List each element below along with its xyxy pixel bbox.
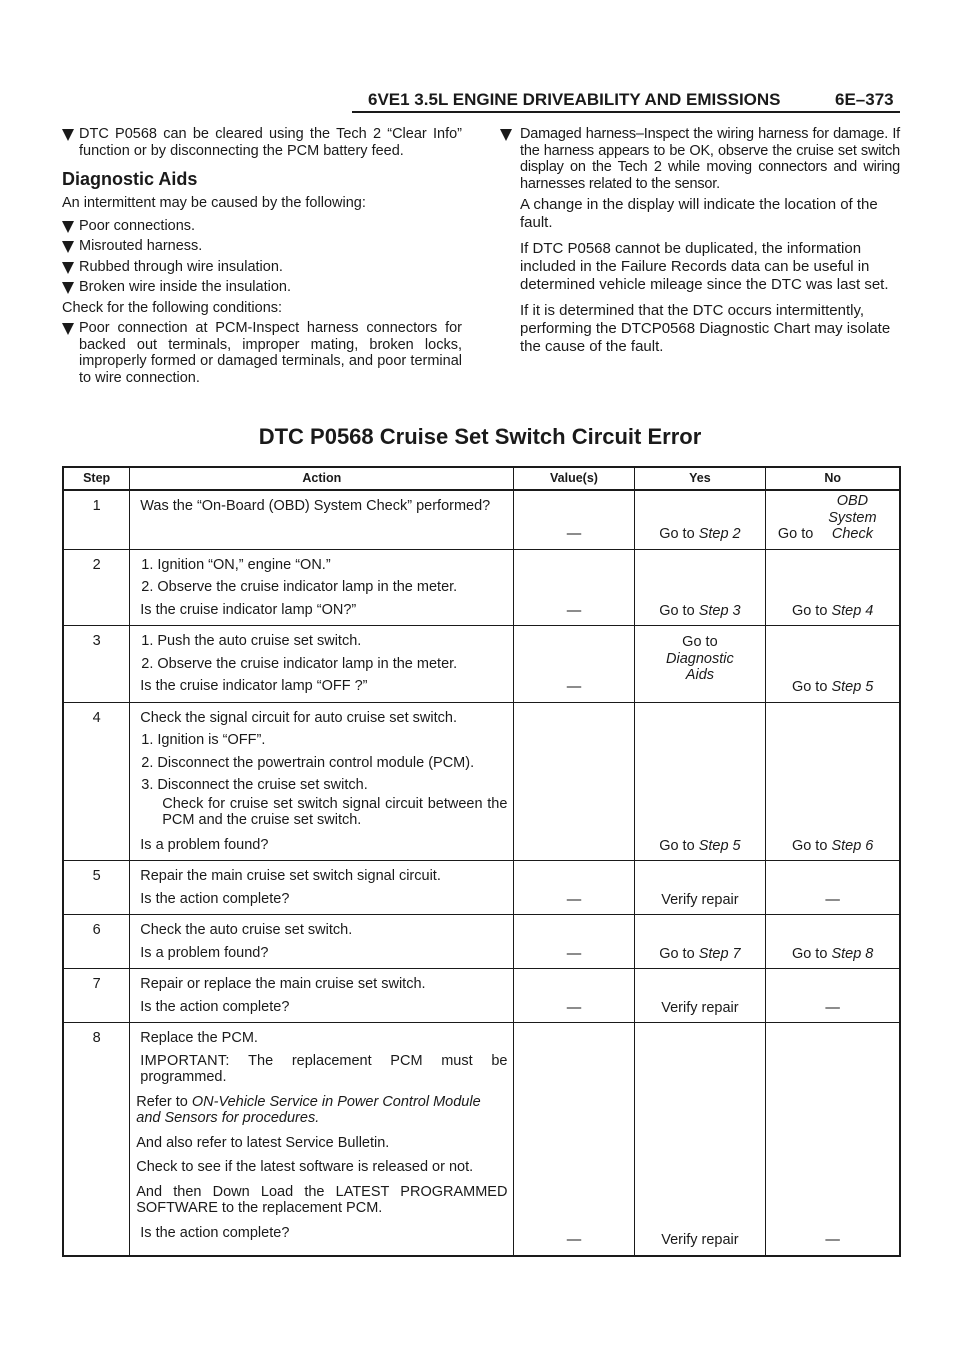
- bullet-text: Damaged harness–Inspect the wiring harness for damage. If the harness appears to be OK, observe the cruise set switch display on the Tech 2 while moving connectors and wiring harnesses related to the sensor.: [520, 126, 900, 192]
- no-cell: [766, 626, 900, 703]
- action-cell: [130, 969, 514, 1023]
- action-line: And then Down Load the LATEST PROGRAMMED SOFTWARE to the replacement PCM.: [136, 1183, 508, 1216]
- yes-cell: [634, 626, 766, 703]
- action-line: Replace the PCM.: [140, 1030, 258, 1046]
- header-no: No: [766, 467, 900, 490]
- paragraph-display-change: A change in the display will indicate the location of the fault.: [520, 196, 878, 231]
- action-line: Check to see if the latest software is released or not.: [136, 1159, 474, 1175]
- no-link[interactable]: Step 5: [831, 679, 874, 695]
- value-cell: —: [514, 1023, 634, 1256]
- no-prefix: Go to: [791, 679, 832, 695]
- yes-cell: [634, 702, 766, 861]
- header-yes: Yes: [634, 467, 766, 490]
- table-row: [63, 626, 900, 703]
- refer-line: [136, 1094, 507, 1127]
- aids-intro: An intermittent may be caused by the following:: [62, 195, 366, 211]
- action-line: Repair or replace the main cruise set switch.: [140, 976, 426, 992]
- yes-cell: Verify repair: [634, 861, 766, 915]
- yes-link[interactable]: Diagnostic Aids: [666, 650, 734, 683]
- paragraph-failure-records: If DTC P0568 cannot be duplicated, the information included in the Failure Records data can be useful in determined vehicle mileage since the DTC was last set.: [520, 240, 889, 293]
- action-line: Is a problem found?: [140, 836, 269, 853]
- bullet-triangle-icon: [62, 241, 74, 253]
- bullet-clear-info: [62, 126, 462, 159]
- value-cell: —: [514, 969, 634, 1023]
- action-line: Is the action complete?: [140, 998, 290, 1015]
- no-cell: [766, 915, 900, 969]
- bullet-triangle-icon: [500, 129, 512, 141]
- value-cell: —: [514, 626, 634, 703]
- no-cell: [766, 549, 900, 626]
- table-row: [63, 1023, 900, 1256]
- cause-text: Poor connections.: [79, 217, 196, 234]
- action-line: And also refer to latest Service Bulletin.: [136, 1134, 390, 1151]
- action-line: 2. Observe the cruise indicator lamp in the meter.: [141, 655, 458, 672]
- no-cell: [766, 702, 900, 861]
- no-link[interactable]: Step 4: [831, 602, 874, 619]
- action-cell: [130, 549, 514, 626]
- action-cell: [130, 861, 514, 915]
- cause-item: [62, 279, 462, 296]
- action-line: Check for cruise set switch signal circuit between the PCM and the cruise set switch.: [162, 795, 508, 828]
- step-number: 3: [63, 626, 130, 703]
- table-row: [63, 915, 900, 969]
- table-row: [63, 702, 900, 861]
- check-intro: Check for the following conditions:: [62, 299, 283, 316]
- no-link[interactable]: OBD System Check: [828, 493, 877, 542]
- no-link[interactable]: Step 8: [831, 945, 874, 962]
- action-cell: [130, 915, 514, 969]
- no-prefix: Go to: [777, 526, 818, 542]
- step-number: 7: [63, 969, 130, 1023]
- action-line: 2. Observe the cruise indicator lamp in the meter.: [141, 579, 458, 595]
- action-cell: [130, 490, 514, 549]
- important-note: [136, 1053, 507, 1086]
- action-line: Is the action complete?: [140, 890, 290, 907]
- running-header-title: 6VE1 3.5L ENGINE DRIVEABILITY AND EMISSIONS: [368, 90, 781, 109]
- right-column: [500, 126, 900, 364]
- no-cell: —: [766, 861, 900, 915]
- step-number: 8: [63, 1023, 130, 1256]
- table-row: [63, 969, 900, 1023]
- no-prefix: Go to: [791, 602, 832, 619]
- table-row: [63, 861, 900, 915]
- no-prefix: Go to: [791, 945, 832, 962]
- bullet-poor-connection: [62, 320, 462, 386]
- bullet-triangle-icon: [62, 323, 74, 335]
- action-line: Was the “On-Board (OBD) System Check” performed?: [140, 498, 491, 514]
- table-header-row: [63, 467, 900, 490]
- step-number: 1: [63, 490, 130, 549]
- yes-cell: [634, 490, 766, 549]
- important-label: IMPORTANT:: [140, 1052, 230, 1069]
- no-cell: —: [766, 969, 900, 1023]
- left-column: [62, 126, 462, 390]
- refer-prefix: Refer to: [136, 1093, 192, 1110]
- header-action: Action: [130, 467, 514, 490]
- action-cell: [130, 626, 514, 703]
- value-cell: —: [514, 549, 634, 626]
- action-line: Check the auto cruise set switch.: [140, 922, 353, 938]
- no-cell: —: [766, 1023, 900, 1256]
- yes-prefix: Go to: [659, 526, 699, 542]
- yes-prefix: Go to: [682, 634, 718, 650]
- no-link[interactable]: Step 6: [831, 837, 874, 854]
- yes-cell: [634, 549, 766, 626]
- value-cell: —: [514, 915, 634, 969]
- action-line: 3. Disconnect the cruise set switch.: [141, 777, 368, 793]
- cause-item: [62, 238, 462, 255]
- yes-link[interactable]: Step 2: [698, 526, 741, 542]
- value-cell: —: [514, 861, 634, 915]
- no-prefix: Go to: [791, 837, 832, 854]
- step-number: 6: [63, 915, 130, 969]
- cause-text: Broken wire inside the insulation.: [79, 279, 291, 295]
- action-cell: [130, 702, 514, 861]
- yes-link[interactable]: Step 5: [698, 837, 741, 854]
- action-line: Is the cruise indicator lamp “OFF ?”: [140, 678, 368, 694]
- step-number: 2: [63, 549, 130, 626]
- paragraph-intermittent: If it is determined that the DTC occurs intermittently, performing the DTCP0568 Diagnostic Chart may isolate the cause of the fault.: [520, 302, 891, 355]
- cause-text: Misrouted harness.: [79, 238, 203, 254]
- action-line: Repair the main cruise set switch signal circuit.: [140, 868, 441, 884]
- header-rule: [352, 111, 900, 113]
- bullet-text: Poor connection at PCM-Inspect harness connectors for backed out terminals, improper mating, broken locks, improperly formed or damaged terminals, and poor terminal to wire connection.: [79, 320, 462, 386]
- table-row: [63, 549, 900, 626]
- cause-item: [62, 218, 462, 235]
- action-line: 1. Push the auto cruise set switch.: [141, 633, 362, 649]
- yes-prefix: Go to: [659, 837, 699, 854]
- important-text: The replacement PCM must be programmed.: [140, 1052, 508, 1085]
- bullet-damaged-harness: [500, 126, 900, 192]
- yes-cell: Verify repair: [634, 969, 766, 1023]
- page-title: DTC P0568 Cruise Set Switch Circuit Error: [258, 424, 702, 449]
- action-line: Check the signal circuit for auto cruise set switch.: [140, 709, 457, 726]
- yes-prefix: Go to: [659, 945, 699, 962]
- table-row: [63, 490, 900, 549]
- bullet-triangle-icon: [62, 282, 74, 294]
- action-line: Is the cruise indicator lamp “ON?”: [140, 601, 357, 618]
- action-line: Is a problem found?: [140, 944, 269, 961]
- bullet-triangle-icon: [62, 262, 74, 274]
- refer-link[interactable]: ON-Vehicle Service in Power Control Module and Sensors for procedures.: [136, 1093, 481, 1126]
- no-cell: [766, 490, 900, 549]
- cause-text: Rubbed through wire insulation.: [79, 258, 283, 275]
- diagnostic-aids-heading: Diagnostic Aids: [62, 169, 198, 189]
- action-line: 1. Ignition is “OFF”.: [141, 732, 266, 748]
- action-line: Is the action complete?: [140, 1224, 290, 1241]
- header-step: Step: [63, 467, 130, 490]
- action-cell: [130, 1023, 514, 1256]
- header-values: Value(s): [514, 467, 634, 490]
- bullet-text: DTC P0568 can be cleared using the Tech 2 “Clear Info” function or by disconnecting the PCM battery feed.: [79, 126, 462, 159]
- yes-link[interactable]: Step 3: [698, 602, 741, 619]
- cause-item: [62, 259, 462, 276]
- diagnostic-table: [62, 466, 901, 1257]
- yes-cell: [634, 915, 766, 969]
- yes-link[interactable]: Step 7: [698, 945, 741, 962]
- yes-cell: Verify repair: [634, 1023, 766, 1256]
- action-line: 2. Disconnect the powertrain control module (PCM).: [141, 754, 475, 771]
- bullet-triangle-icon: [62, 129, 74, 141]
- bullet-triangle-icon: [62, 221, 74, 233]
- value-cell: —: [514, 490, 634, 549]
- step-number: 5: [63, 861, 130, 915]
- page-number: 6E–373: [835, 90, 894, 109]
- value-cell: [514, 702, 634, 861]
- action-line: 1. Ignition “ON,” engine “ON.”: [141, 556, 331, 573]
- step-number: 4: [63, 702, 130, 861]
- yes-prefix: Go to: [659, 602, 699, 619]
